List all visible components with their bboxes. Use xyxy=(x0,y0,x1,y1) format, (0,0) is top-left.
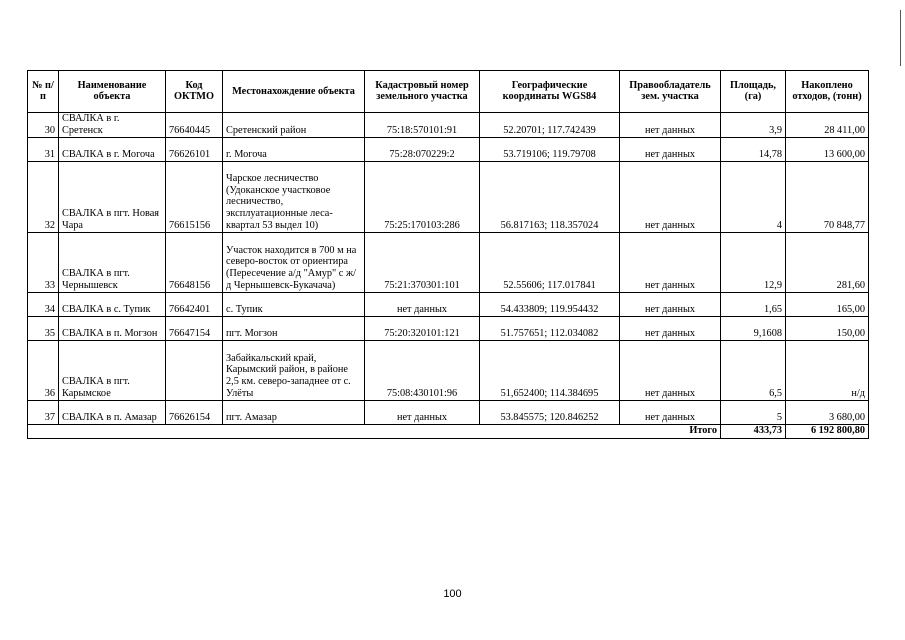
cell-coords: 53.719106; 119.79708 xyxy=(480,138,620,162)
cell-coords: 51.757651; 112.034082 xyxy=(480,317,620,341)
cell-oktmo: 76615156 xyxy=(166,162,223,233)
cell-location: пгт. Могзон xyxy=(223,317,365,341)
cell-area: 1,65 xyxy=(721,293,786,317)
cell-cadastral: 75:18:570101:91 xyxy=(365,113,480,138)
cell-num: 31 xyxy=(28,138,59,162)
cell-name: СВАЛКА в п. Могзон xyxy=(59,317,166,341)
cell-waste: 28 411,00 xyxy=(786,113,869,138)
cell-owner: нет данных xyxy=(620,162,721,233)
table-row xyxy=(28,317,869,341)
cell-num: 30 xyxy=(28,113,59,138)
cell-location: Забайкальский край, Карымский район, в районе 2,5 км. северо-западнее от с. Улёты xyxy=(223,341,365,401)
cell-waste: н/д xyxy=(786,341,869,401)
header-waste: Накоплено отходов, (тонн) xyxy=(786,71,869,113)
cell-coords: 56.817163; 118.357024 xyxy=(480,162,620,233)
cell-cadastral: нет данных xyxy=(365,401,480,425)
cell-cadastral: 75:25:170103:286 xyxy=(365,162,480,233)
table-row xyxy=(28,341,869,401)
cell-oktmo: 76642401 xyxy=(166,293,223,317)
table-row xyxy=(28,162,869,233)
cell-coords: 54.433809; 119.954432 xyxy=(480,293,620,317)
cell-waste: 165,00 xyxy=(786,293,869,317)
cell-num: 36 xyxy=(28,341,59,401)
cell-num: 32 xyxy=(28,162,59,233)
cell-name: СВАЛКА в пгт. Новая Чара xyxy=(59,162,166,233)
cell-waste: 70 848,77 xyxy=(786,162,869,233)
header-cadastral: Кадастровый номер земельного участка xyxy=(365,71,480,113)
header-num: № п/п xyxy=(28,71,59,113)
cell-num: 35 xyxy=(28,317,59,341)
cell-area: 5 xyxy=(721,401,786,425)
cell-owner: нет данных xyxy=(620,401,721,425)
cell-area: 4 xyxy=(721,162,786,233)
cell-coords: 53.845575; 120.846252 xyxy=(480,401,620,425)
scan-edge-mark xyxy=(900,10,901,66)
table-row xyxy=(28,293,869,317)
cell-owner: нет данных xyxy=(620,113,721,138)
cell-area: 3,9 xyxy=(721,113,786,138)
cell-oktmo: 76626101 xyxy=(166,138,223,162)
header-owner: Правообладатель зем. участка xyxy=(620,71,721,113)
cell-owner: нет данных xyxy=(620,341,721,401)
total-label: Итого xyxy=(28,425,721,439)
cell-area: 9,1608 xyxy=(721,317,786,341)
header-name: Наименование объекта xyxy=(59,71,166,113)
cell-cadastral: 75:21:370301:101 xyxy=(365,233,480,293)
cell-waste: 13 600,00 xyxy=(786,138,869,162)
cell-area: 14,78 xyxy=(721,138,786,162)
cell-location: г. Могоча xyxy=(223,138,365,162)
cell-location: Чарское лесничество (Удоканское участковое лесничество, эксплуатационные леса- квартал 53 выдел 10) xyxy=(223,162,365,233)
cell-oktmo: 76640445 xyxy=(166,113,223,138)
landfill-table xyxy=(27,70,869,439)
total-row xyxy=(28,425,869,439)
cell-area: 12,9 xyxy=(721,233,786,293)
cell-name: СВАЛКА в г. Сретенск xyxy=(59,113,166,138)
cell-oktmo: 76626154 xyxy=(166,401,223,425)
cell-num: 33 xyxy=(28,233,59,293)
table-row xyxy=(28,113,869,138)
cell-owner: нет данных xyxy=(620,233,721,293)
cell-name: СВАЛКА в п. Амазар xyxy=(59,401,166,425)
cell-oktmo xyxy=(166,341,223,401)
cell-name: СВАЛКА в пгт. Чернышевск xyxy=(59,233,166,293)
cell-cadastral: нет данных xyxy=(365,293,480,317)
cell-waste: 150,00 xyxy=(786,317,869,341)
header-row xyxy=(28,71,869,113)
cell-location: пгт. Амазар xyxy=(223,401,365,425)
cell-oktmo: 76647154 xyxy=(166,317,223,341)
cell-cadastral: 75:08:430101:96 xyxy=(365,341,480,401)
cell-location: с. Тупик xyxy=(223,293,365,317)
cell-area: 6,5 xyxy=(721,341,786,401)
cell-coords: 52.20701; 117.742439 xyxy=(480,113,620,138)
cell-location: Сретенский район xyxy=(223,113,365,138)
cell-num: 34 xyxy=(28,293,59,317)
cell-location: Участок находится в 700 м на северо-восток от ориентира (Пересечение а/д "Амур" с ж/д Чернышевск-Букачача) xyxy=(223,233,365,293)
header-coords: Географические координаты WGS84 xyxy=(480,71,620,113)
table-row xyxy=(28,233,869,293)
total-area: 433,73 xyxy=(721,425,786,439)
total-waste: 6 192 800,80 xyxy=(786,425,869,439)
header-oktmo: Код ОКТМО xyxy=(166,71,223,113)
cell-owner: нет данных xyxy=(620,293,721,317)
header-area: Площадь, (га) xyxy=(721,71,786,113)
cell-name: СВАЛКА в г. Могоча xyxy=(59,138,166,162)
cell-num: 37 xyxy=(28,401,59,425)
cell-cadastral: 75:20:320101:121 xyxy=(365,317,480,341)
header-location: Местонахождение объекта xyxy=(223,71,365,113)
cell-owner: нет данных xyxy=(620,317,721,341)
cell-coords: 52.55606; 117.017841 xyxy=(480,233,620,293)
cell-oktmo: 76648156 xyxy=(166,233,223,293)
page-number: 100 xyxy=(443,588,462,600)
cell-cadastral: 75:28:070229:2 xyxy=(365,138,480,162)
cell-owner: нет данных xyxy=(620,138,721,162)
cell-name: СВАЛКА в пгт. Карымское xyxy=(59,341,166,401)
cell-coords: 51,652400; 114.384695 xyxy=(480,341,620,401)
table-row xyxy=(28,138,869,162)
cell-waste: 281,60 xyxy=(786,233,869,293)
table-row xyxy=(28,401,869,425)
cell-waste: 3 680,00 xyxy=(786,401,869,425)
cell-name: СВАЛКА в с. Тупик xyxy=(59,293,166,317)
